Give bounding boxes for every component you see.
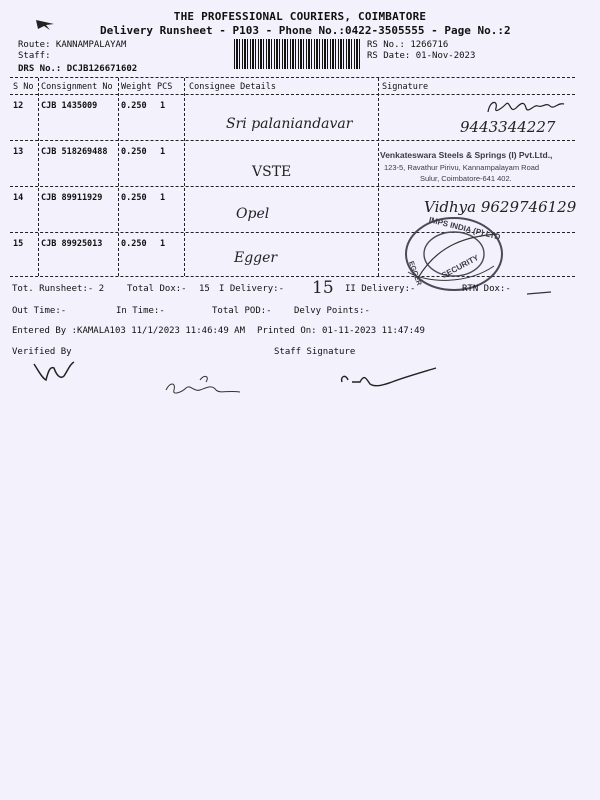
verifier-signature — [30, 358, 80, 384]
table-row-weight: 0.250 — [121, 101, 147, 111]
table-row-sno: 15 — [13, 239, 24, 249]
col-header-sno: S No — [13, 82, 34, 92]
in-time-label: In Time:- — [116, 306, 165, 316]
table-row-sno: 13 — [13, 147, 24, 157]
security-stamp-bottom: SECURITY — [440, 253, 481, 280]
company-stamp-line3: Sulur, Coimbatore-641 402. — [420, 174, 512, 183]
total-pod-label: Total POD:- — [212, 306, 272, 316]
delvy-points-label: Delvy Points:- — [294, 306, 370, 316]
company-stamp-line2: 123-5, Ravathur Pirivu, Kannampalayam Road — [384, 163, 540, 172]
table-row-consignment: CJB 518269488 — [41, 147, 108, 157]
barcode — [234, 39, 360, 69]
drs-number: DRS No.: DCJB126671602 — [18, 64, 138, 74]
security-stamp-top: IMPS INDIA (P) LTD — [428, 215, 502, 242]
table-row-weight: 0.250 — [121, 147, 147, 157]
rs-number: RS No.: 1266716 — [367, 40, 449, 50]
table-row-sno: 14 — [13, 193, 24, 203]
staff-signature-label: Staff Signature — [274, 347, 356, 357]
table-row-sno: 12 — [13, 101, 24, 111]
table-row-consignment: CJB 89911929 — [41, 193, 103, 203]
col-header-signature: Signature — [382, 82, 429, 92]
col-header-weight: Weight — [121, 82, 152, 92]
signature-name-phone: Vidhya 9629746129 — [424, 198, 577, 216]
col-header-consignee: Consignee Details — [189, 82, 276, 92]
printed-on: Printed On: 01-11-2023 11:47:49 — [257, 326, 425, 336]
table-row-consignee: Sri palaniandavar — [226, 116, 353, 132]
handwritten-signature — [480, 96, 570, 120]
ii-delivery-label: II Delivery:- — [345, 284, 416, 294]
rs-date: RS Date: 01-Nov-2023 — [367, 51, 476, 61]
i-delivery-label: I Delivery:- — [219, 284, 285, 294]
company-stamp-line1: Venkateswara Steels & Springs (I) Pvt.Ltd., — [380, 150, 553, 160]
row-divider — [10, 186, 575, 187]
row-divider — [10, 140, 575, 141]
table-row-pcs: 1 — [160, 193, 166, 203]
signature-phone: 9443344227 — [460, 118, 556, 136]
table-row-pcs: 1 — [160, 101, 166, 111]
total-dox-label: Total Dox:- — [127, 284, 187, 294]
table-row-weight: 0.250 — [121, 193, 147, 203]
total-dox-value: 15 — [199, 284, 210, 294]
table-row-pcs: 1 — [160, 239, 166, 249]
verified-by-label: Verified By — [12, 347, 72, 357]
table-top-line — [10, 77, 575, 78]
company-title: THE PROFESSIONAL COURIERS, COIMBATORE — [173, 10, 427, 23]
out-time-label: Out Time:- — [12, 306, 67, 316]
security-stamp-left: EGGER — [407, 260, 423, 287]
runsheet-title: Delivery Runsheet - P103 - Phone No.:0422-3505555 - Page No.:2 — [100, 24, 511, 37]
table-row-consignment: CJB 89925013 — [41, 239, 103, 249]
staff-signature-handwritten — [160, 372, 250, 404]
column-line — [378, 78, 379, 276]
col-header-pcs: PCS — [157, 82, 173, 92]
i-delivery-handwritten: 15 — [312, 278, 334, 298]
tot-runsheet: Tot. Runsheet:- 2 — [12, 284, 105, 294]
table-row-consignee: VSTE — [252, 164, 292, 180]
table-header-line — [10, 94, 575, 95]
col-header-consignment: Consignment No — [41, 82, 113, 92]
entered-by: Entered By :KAMALA103 11/1/2023 11:46:49 AM — [12, 326, 245, 336]
table-row-consignment: CJB 1435009 — [41, 101, 98, 111]
column-line — [38, 78, 39, 276]
table-row-consignee: Opel — [236, 206, 270, 222]
staff-label: Staff: — [18, 51, 51, 61]
column-line — [184, 78, 185, 276]
staff-initials-signature — [336, 364, 446, 394]
rtn-dox-label: RTN Dox:- — [462, 284, 511, 294]
table-row-consignee: Egger — [234, 250, 278, 266]
column-line — [118, 78, 119, 276]
route-label: Route: KANNAMPALAYAM — [18, 40, 127, 50]
table-row-weight: 0.250 — [121, 239, 147, 249]
table-row-pcs: 1 — [160, 147, 166, 157]
handwritten-dash — [525, 288, 555, 298]
